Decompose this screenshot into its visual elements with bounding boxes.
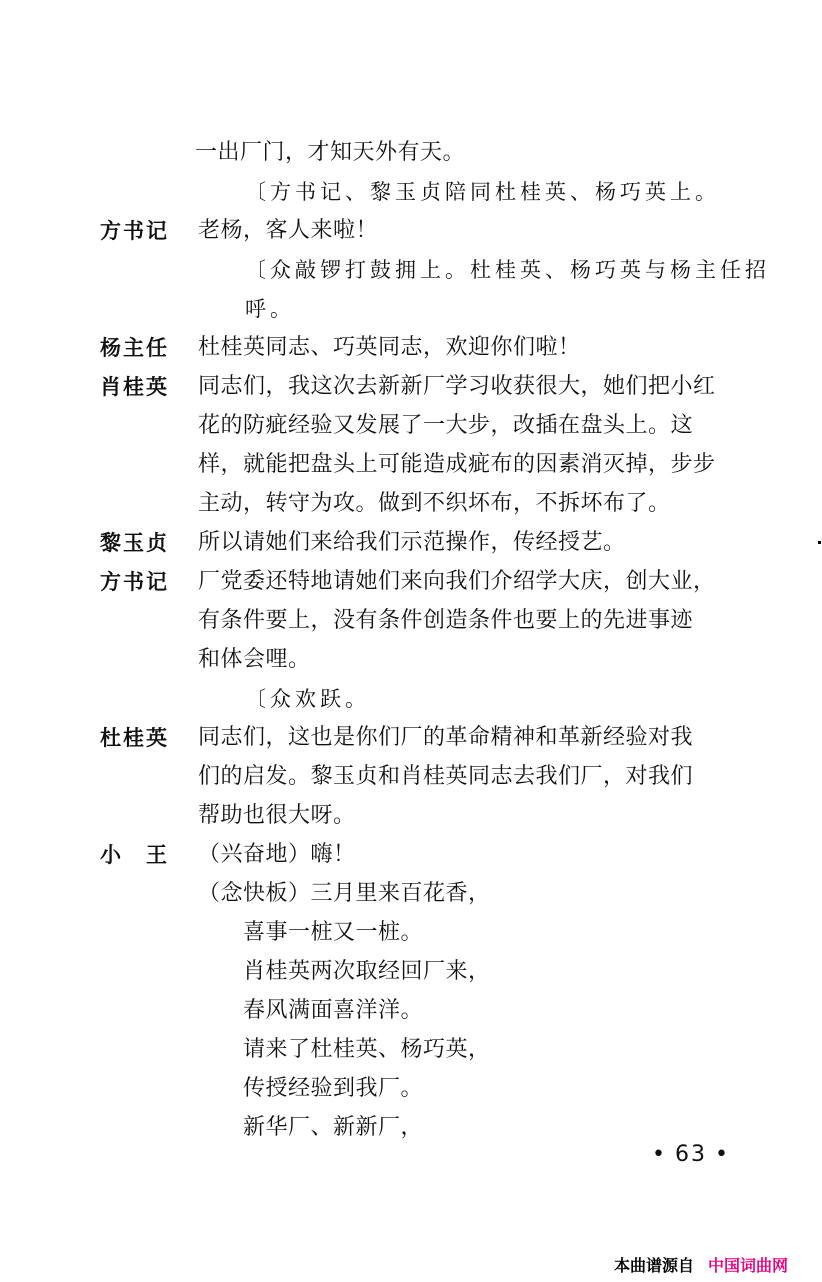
verse-line: 请来了杜桂英、杨巧英， bbox=[243, 1037, 491, 1062]
dialogue-line: 厂党委还特地请她们来向我们介绍学大庆，创大业， bbox=[198, 569, 716, 594]
page-dot-right: • bbox=[714, 1142, 730, 1167]
dialogue-line: 有条件要上，没有条件创造条件也要上的先进事迹 bbox=[198, 608, 694, 633]
dialogue-line: （念快板）三月里来百花香， bbox=[198, 881, 491, 906]
speaker-name: 杜桂英 bbox=[100, 726, 169, 750]
speaker-name: 肖桂英 bbox=[100, 375, 169, 399]
dialogue-line: 和体会哩。 bbox=[198, 647, 311, 672]
stage-direction: 〔众欢跃。 bbox=[245, 687, 370, 711]
speaker-name: 杨主任 bbox=[100, 336, 169, 360]
dialogue-line: 样，就能把盘头上可能造成疵布的因素消灭掉，步步 bbox=[198, 452, 716, 477]
dialogue-line: 一出厂门，才知天外有天。 bbox=[195, 140, 466, 165]
speaker-name: 黎玉贞 bbox=[100, 531, 169, 555]
watermark-site-name: 中国词曲网 bbox=[708, 1256, 789, 1275]
watermark-source-label: 本曲谱源自 bbox=[614, 1256, 695, 1275]
scan-speck bbox=[818, 541, 821, 544]
dialogue-line: 杜桂英同志、巧英同志，欢迎你们啦！ bbox=[198, 335, 581, 360]
speaker-name: 方书记 bbox=[100, 570, 169, 594]
dialogue-line: 花的防疵经验又发展了一大步，改插在盘头上。这 bbox=[198, 413, 694, 438]
page-number bbox=[644, 1141, 738, 1169]
verse-line: 肖桂英两次取经回厂来， bbox=[243, 959, 491, 984]
page-dot-left: • bbox=[652, 1142, 667, 1167]
stage-direction: 〔众敲锣打鼓拥上。杜桂英、杨巧英与杨主任招 bbox=[245, 258, 770, 282]
dialogue-line: 主动，转守为攻。做到不织坏布，不拆坏布了。 bbox=[198, 491, 671, 516]
dialogue-line: 所以请她们来给我们示范操作，传经授艺。 bbox=[198, 530, 626, 555]
dialogue-line: 同志们，这也是你们厂的革命精神和革新经验对我 bbox=[198, 725, 694, 750]
verse-line: 新华厂、新新厂， bbox=[243, 1115, 424, 1140]
dialogue-line: 同志们，我这次去新新厂学习收获很大，她们把小红 bbox=[198, 374, 716, 399]
verse-line: 春风满面喜洋洋。 bbox=[243, 998, 424, 1023]
stage-direction: 呼。 bbox=[245, 297, 295, 321]
dialogue-line: 老杨，客人来啦！ bbox=[198, 218, 379, 243]
verse-line: 喜事一桩又一桩。 bbox=[243, 920, 424, 945]
dialogue-line: 们的启发。黎玉贞和肖桂英同志去我们厂，对我们 bbox=[198, 764, 694, 789]
dialogue-line: 帮助也很大呀。 bbox=[198, 803, 356, 828]
speaker-name: 方书记 bbox=[100, 219, 169, 243]
dialogue-line: （兴奋地）嗨！ bbox=[198, 842, 356, 867]
stage-direction: 〔方书记、黎玉贞陪同杜桂英、杨巧英上。 bbox=[245, 180, 720, 204]
page-number-value: 63 bbox=[674, 1142, 707, 1167]
verse-line: 传授经验到我厂。 bbox=[243, 1076, 424, 1101]
watermark bbox=[614, 1256, 788, 1276]
speaker-name: 小 王 bbox=[100, 843, 169, 867]
